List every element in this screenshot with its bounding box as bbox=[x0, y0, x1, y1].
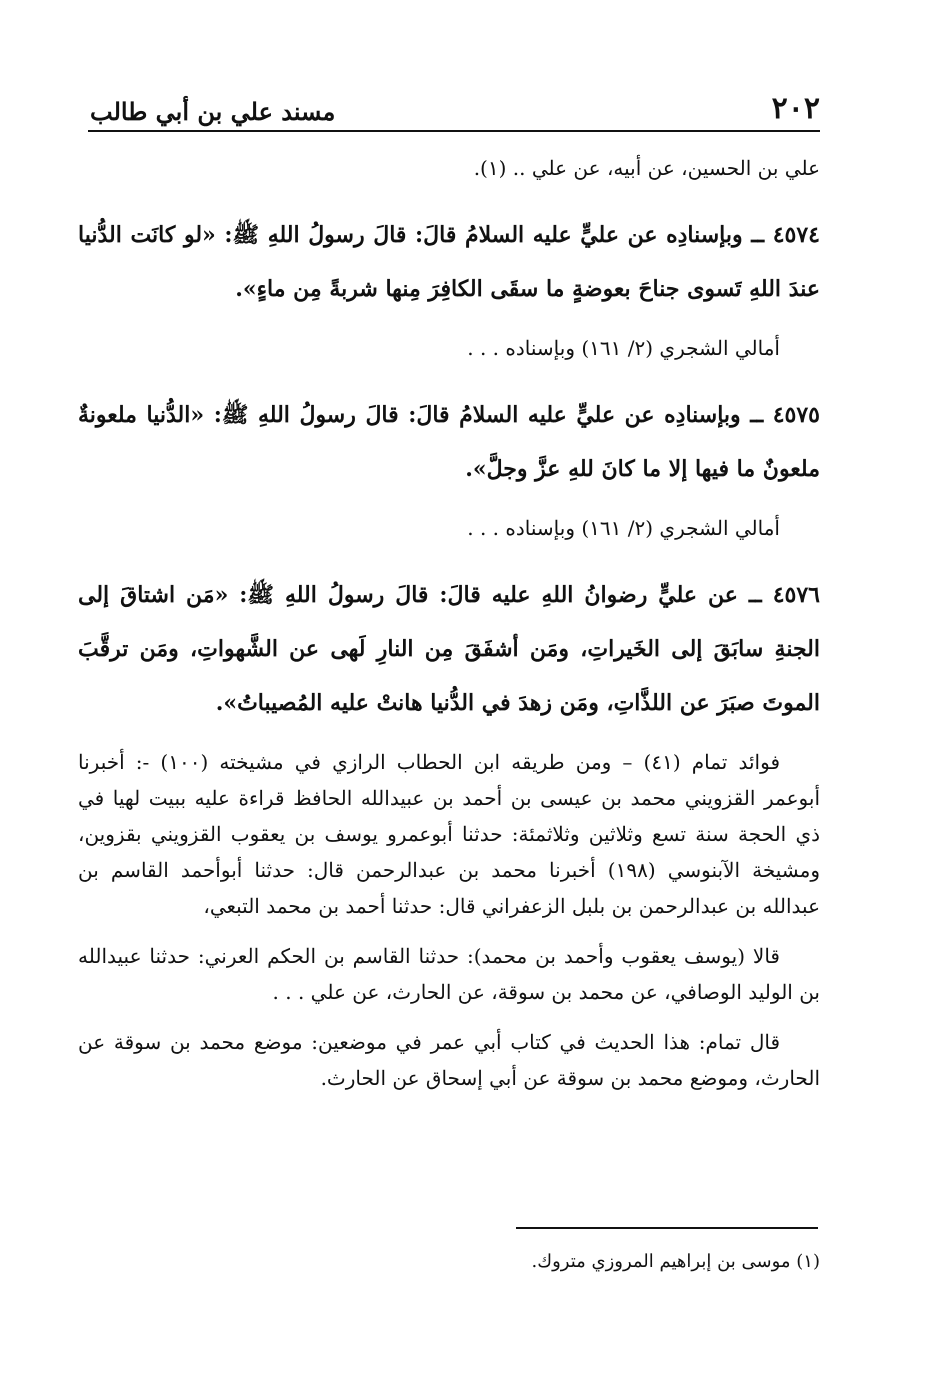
page-body bbox=[78, 150, 820, 1096]
page-header bbox=[90, 86, 820, 126]
header-rule bbox=[88, 130, 820, 132]
footnote: (١) موسى بن إبراهيم المروزي متروك. bbox=[531, 1251, 820, 1272]
commentary-paragraph-1: فوائد تمام (٤١) – ومن طريقه ابن الحطاب الرازي في مشيخته (١٠٠) -: أخبرنا أبوعمر القزويني محمد بن عيسى بن أحمد بن عبيدالله الحافظ قراءة عليه ببيت لهيا في ذي الحجة سنة تسع وثلاثين وثلاثمئة: حدثنا أبوعمرو يوسف بن يعقوب القزويني بقزوين، ومشيخة الآبنوسي (١٩٨) أخبرنا محمد بن عبدالرحمن قال: حدثنا أبوأحمد القاسم بن عبدالله بن عبدالرحمن بن بلبل الزعفراني قال: حدثنا أحمد بن محمد التبعي، bbox=[78, 750, 820, 918]
commentary-paragraph-3: قال تمام: هذا الحديث في كتاب أبي عمر في موضعين: موضع محمد بن سوقة عن الحارث، وموضع محمد بن سوقة عن أبي إسحاق عن الحارث. bbox=[78, 1030, 820, 1090]
hadith-4576: ٤٥٧٦ ــ عن عليٍّ رضوانُ اللهِ عليه قالَ: قالَ رسولُ اللهِ ﷺ: «مَن اشتاقَ إلى الجنةِ سابَقَ إلى الخَيراتِ، ومَن أشفَقَ مِن النارِ لَهى عن الشَّهواتِ، ومَن ترقَّبَ الموتَ صبَرَ عن اللذَّاتِ، ومَن زهدَ في الدُّنيا هانتْ عليه المُصيباتُ». bbox=[78, 582, 820, 716]
source-4574: أمالي الشجري (٢/ ١٦١) وبإسناده . . . bbox=[467, 336, 780, 360]
running-title: مسند علي بن أبي طالب bbox=[90, 97, 336, 126]
footnote-rule bbox=[516, 1227, 818, 1229]
source-4575: أمالي الشجري (٢/ ١٦١) وبإسناده . . . bbox=[467, 516, 780, 540]
page-number: ٢٠٢ bbox=[771, 91, 820, 126]
hadith-4575: ٤٥٧٥ ــ وبإسنادِه عن عليٍّ عليه السلامُ قالَ: قالَ رسولُ اللهِ ﷺ: «الدُّنيا ملعونةٌ ملعونٌ ما فيها إلا ما كانَ للهِ عزَّ وجلَّ». bbox=[78, 402, 820, 482]
hadith-4574: ٤٥٧٤ ــ وبإسنادِه عن عليٍّ عليه السلامُ قالَ: قالَ رسولُ اللهِ ﷺ: «لو كانَت الدُّنيا عندَ اللهِ تَسوى جناحَ بعوضةٍ ما سقَى الكافِرَ مِنها شربةً مِن ماءٍ». bbox=[78, 222, 820, 302]
intro-line: علي بن الحسين، عن أبيه، عن علي .. (١). bbox=[473, 156, 820, 180]
commentary-paragraph-2: قالا (يوسف يعقوب وأحمد بن محمد): حدثنا القاسم بن الحكم العرني: حدثنا عبيدالله بن الوليد الوصافي، عن محمد بن سوقة، عن الحارث، عن علي . . . bbox=[78, 944, 820, 1004]
